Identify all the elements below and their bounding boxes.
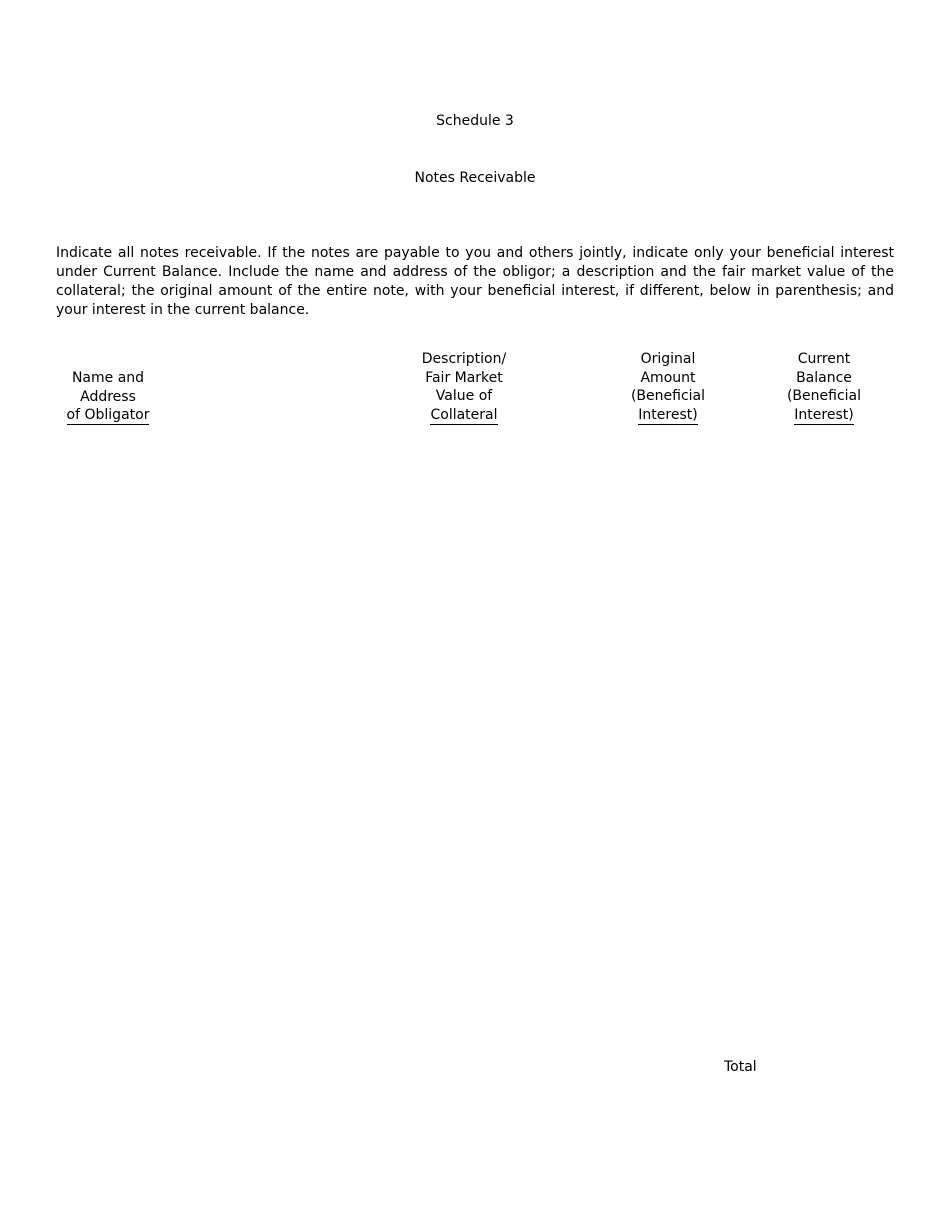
header-underlined: Collateral	[430, 407, 498, 424]
header-underlined: Interest)	[638, 407, 698, 424]
header-line: Value of	[435, 388, 493, 405]
section-title: Notes Receivable	[414, 170, 536, 186]
header-line: Name and	[71, 370, 145, 386]
header-underlined: of Obligator	[66, 407, 150, 424]
column-header-collateral	[416, 350, 512, 425]
column-header-original-amount	[624, 350, 712, 425]
header-underlined: Interest)	[794, 407, 854, 424]
instructions-paragraph: Indicate all notes receivable. If the notes are payable to you and others jointly, indicate only your beneficial interest under Current Balance. Include the name and address of the obligor; a description and the fair market value of the collateral; the original amount of the entire note, with your beneficial interest, if different, below in parenthesis; and your interest in the current balance.	[56, 245, 894, 318]
header-line: (Beneficial	[786, 388, 862, 405]
column-header-current-balance	[780, 350, 868, 425]
column-header-obligator	[62, 369, 154, 425]
header-line: Amount	[640, 369, 696, 386]
header-line: Original	[640, 351, 696, 367]
header-line: Address	[80, 388, 136, 405]
header-line: Current	[797, 351, 851, 367]
header-line: Balance	[796, 369, 852, 386]
header-line: (Beneficial	[630, 388, 706, 405]
header-line: Description/	[421, 351, 507, 367]
schedule-title: Schedule 3	[436, 113, 514, 129]
header-line: Fair Market	[425, 369, 503, 386]
total-label: Total	[724, 1059, 757, 1075]
